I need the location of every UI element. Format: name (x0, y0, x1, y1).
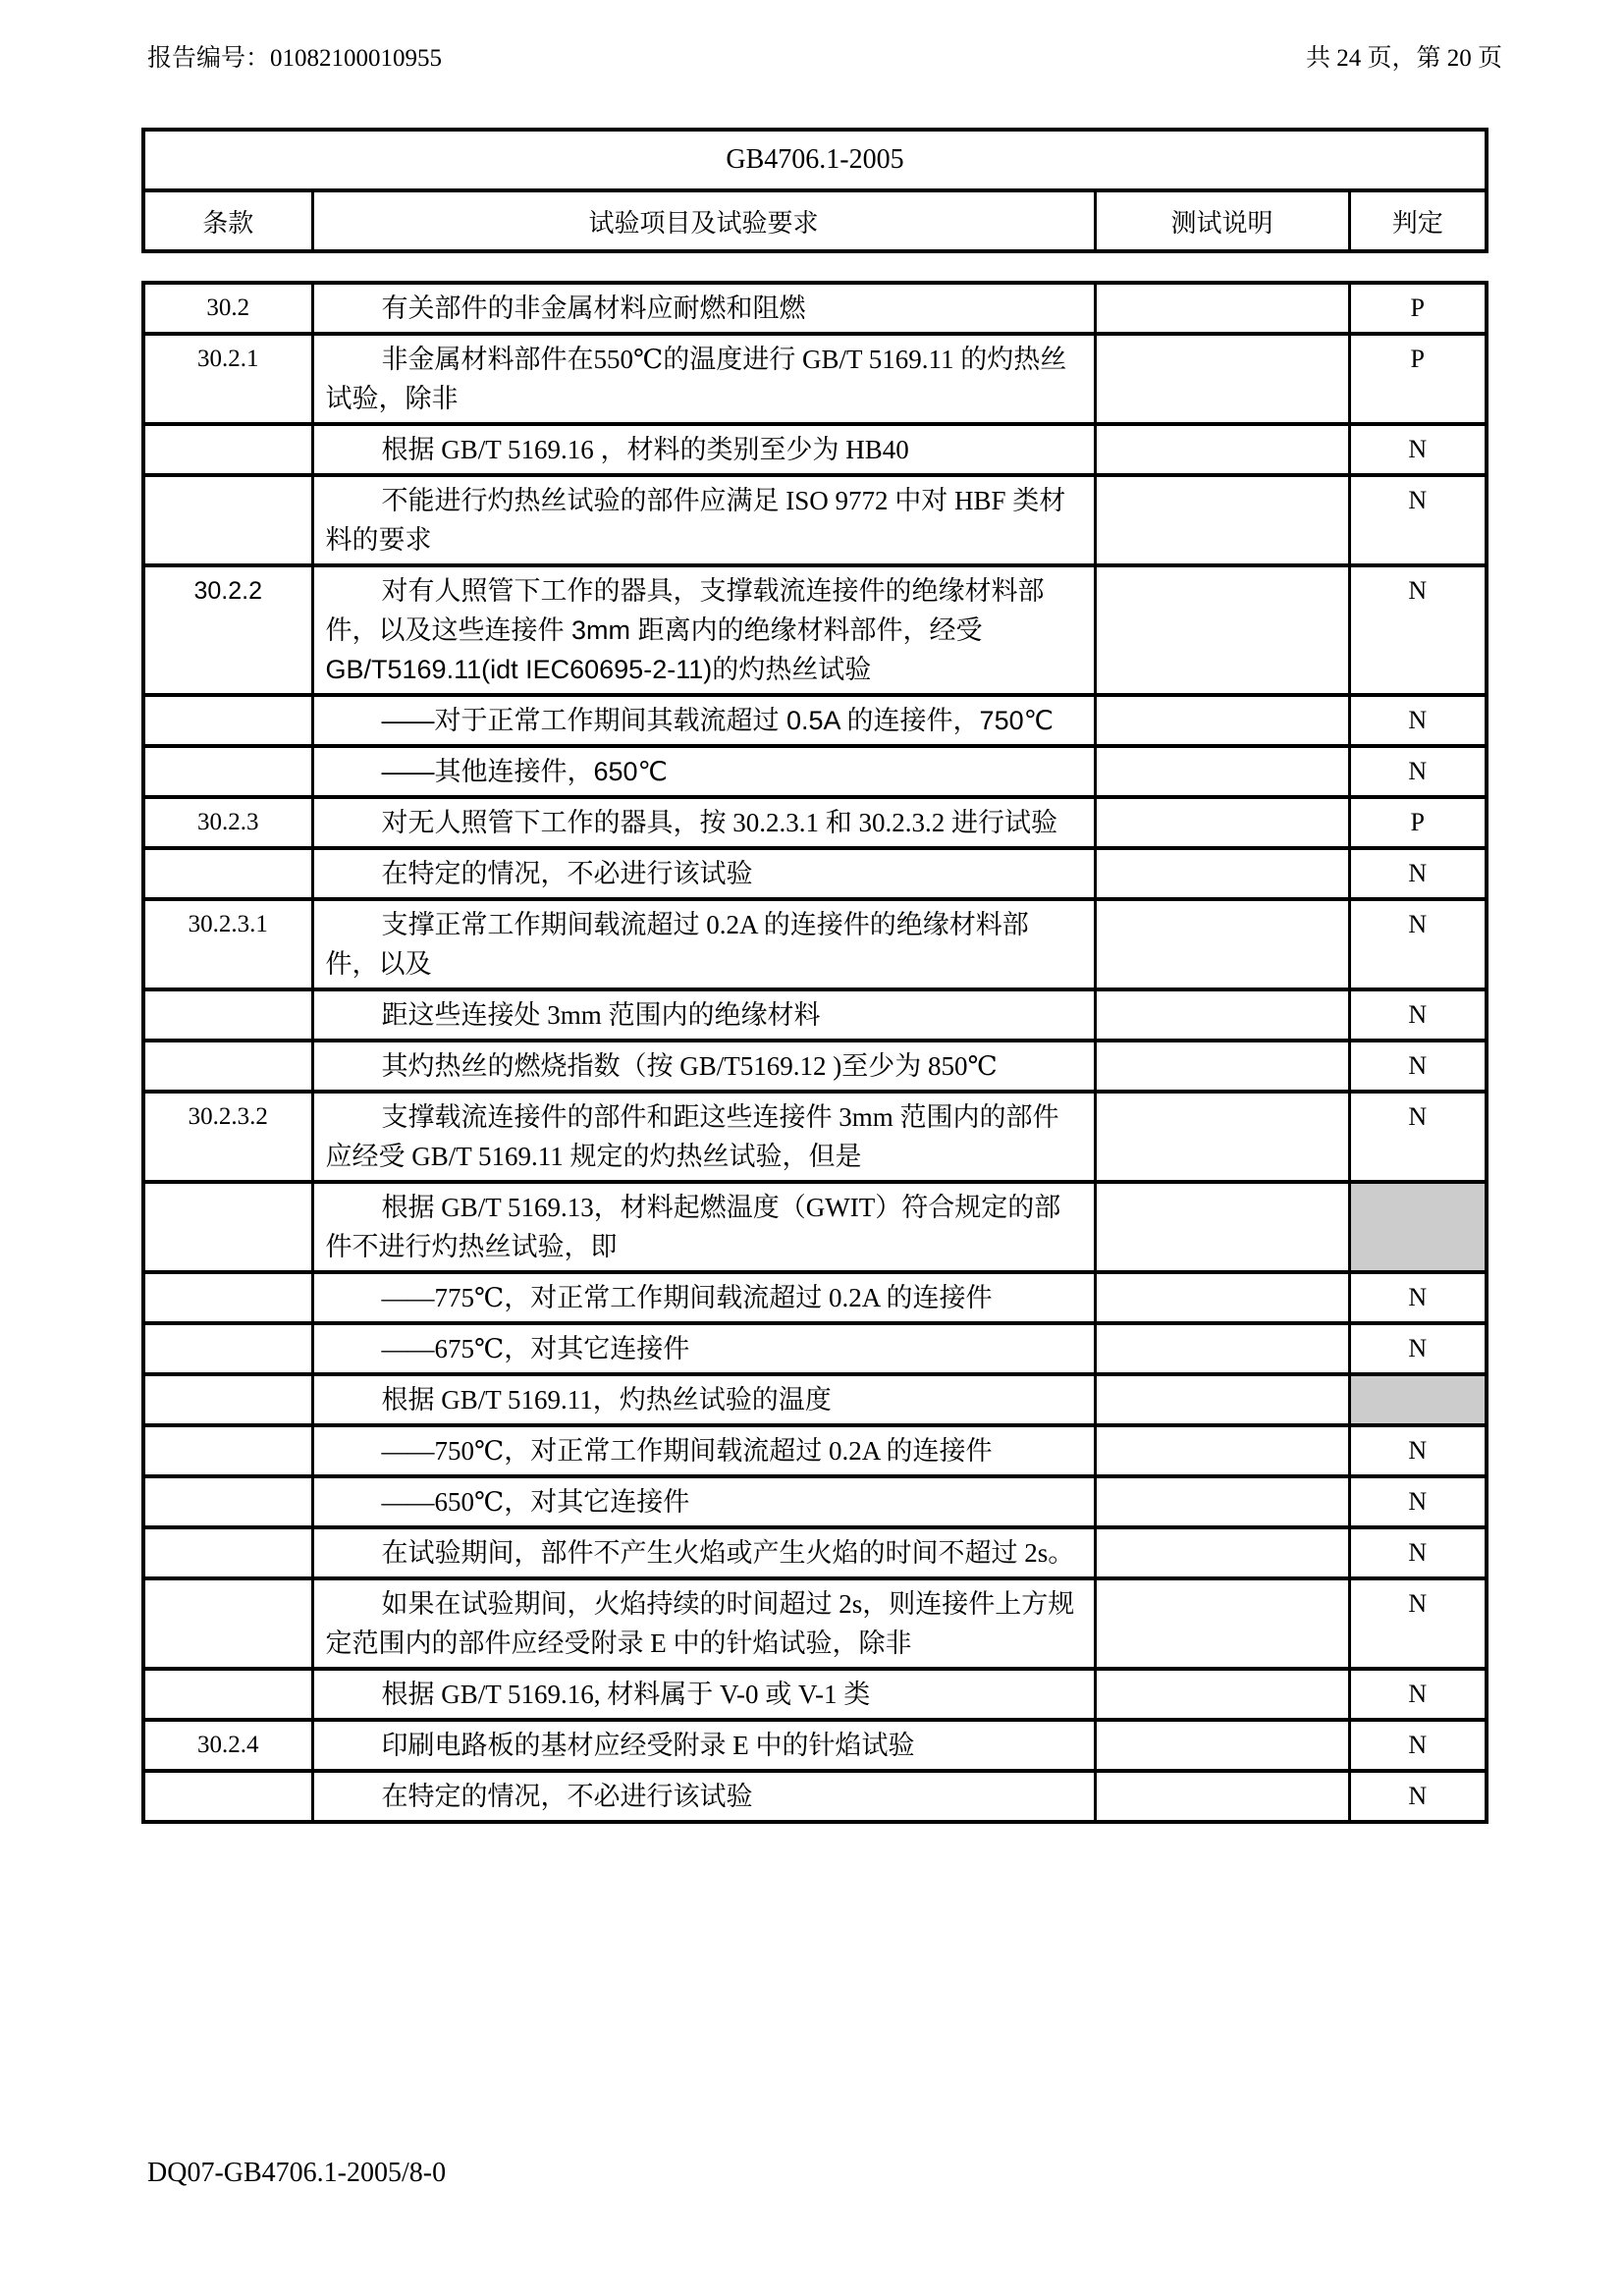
table-row (143, 334, 1487, 424)
requirement-cell: ——750℃，对正常工作期间载流超过 0.2A 的连接件 (312, 1425, 1095, 1476)
verdict-cell: N (1349, 1323, 1487, 1374)
verdict-cell: N (1349, 989, 1487, 1041)
table-row (143, 1092, 1487, 1182)
requirement-cell: 如果在试验期间，火焰持续的时间超过 2s，则连接件上方规定范围内的部件应经受附录 E 中的针焰试验，除非 (312, 1578, 1095, 1669)
requirement-cell: ——对于正常工作期间其载流超过 0.5A 的连接件，750℃ (312, 695, 1095, 746)
requirements-table (141, 281, 1489, 1824)
verdict-cell: N (1349, 1041, 1487, 1092)
verdict-cell: N (1349, 1425, 1487, 1476)
clause-cell (143, 848, 312, 899)
remark-cell (1095, 1476, 1349, 1527)
requirement-cell: ——775℃，对正常工作期间载流超过 0.2A 的连接件 (312, 1272, 1095, 1323)
clause-cell (143, 1323, 312, 1374)
requirement-cell: ——675℃，对其它连接件 (312, 1323, 1095, 1374)
verdict-cell: N (1349, 1527, 1487, 1578)
table-row (143, 797, 1487, 848)
clause-cell (143, 746, 312, 797)
clause-cell (143, 1578, 312, 1669)
requirement-cell: 根据 GB/T 5169.11，灼热丝试验的温度 (312, 1374, 1095, 1425)
requirement-cell: 有关部件的非金属材料应耐燃和阻燃 (312, 283, 1095, 334)
requirement-cell: 距这些连接处 3mm 范围内的绝缘材料 (312, 989, 1095, 1041)
verdict-cell: N (1349, 1272, 1487, 1323)
verdict-cell: N (1349, 1669, 1487, 1720)
clause-cell (143, 1374, 312, 1425)
verdict-cell: N (1349, 1476, 1487, 1527)
remark-cell (1095, 1182, 1349, 1272)
table-row (143, 1527, 1487, 1578)
remark-cell (1095, 424, 1349, 475)
remark-cell (1095, 746, 1349, 797)
requirement-cell: ——650℃，对其它连接件 (312, 1476, 1095, 1527)
verdict-cell: N (1349, 1720, 1487, 1771)
remark-cell (1095, 899, 1349, 989)
remark-cell (1095, 283, 1349, 334)
table-row (143, 1476, 1487, 1527)
table-row (143, 899, 1487, 989)
requirement-cell: 在试验期间，部件不产生火焰或产生火焰的时间不超过 2s。 (312, 1527, 1095, 1578)
requirement-cell: 不能进行灼热丝试验的部件应满足 ISO 9772 中对 HBF 类材料的要求 (312, 475, 1095, 565)
clause-cell (143, 1771, 312, 1822)
col-header-remark: 测试说明 (1095, 190, 1349, 251)
remark-cell (1095, 1425, 1349, 1476)
table-row (143, 1041, 1487, 1092)
remark-cell (1095, 989, 1349, 1041)
requirement-cell: 根据 GB/T 5169.13，材料起燃温度（GWIT）符合规定的部件不进行灼热丝试验，即 (312, 1182, 1095, 1272)
verdict-cell: N (1349, 1092, 1487, 1182)
requirement-cell: ——其他连接件，650℃ (312, 746, 1095, 797)
requirement-cell: 印刷电路板的基材应经受附录 E 中的针焰试验 (312, 1720, 1095, 1771)
table-row (143, 1374, 1487, 1425)
table-row (143, 989, 1487, 1041)
verdict-cell: N (1349, 475, 1487, 565)
verdict-cell: N (1349, 899, 1487, 989)
table-row (143, 424, 1487, 475)
remark-cell (1095, 1527, 1349, 1578)
clause-cell (143, 1041, 312, 1092)
requirement-cell: 支撑正常工作期间载流超过 0.2A 的连接件的绝缘材料部件，以及 (312, 899, 1095, 989)
verdict-cell: N (1349, 424, 1487, 475)
clause-cell: 30.2.4 (143, 1720, 312, 1771)
clause-cell (143, 475, 312, 565)
requirement-cell: 根据 GB/T 5169.16 ，材料的类别至少为 HB40 (312, 424, 1095, 475)
remark-cell (1095, 1771, 1349, 1822)
table-row (143, 1182, 1487, 1272)
clause-cell (143, 695, 312, 746)
verdict-cell (1349, 1374, 1487, 1425)
requirement-cell: 根据 GB/T 5169.16, 材料属于 V-0 或 V-1 类 (312, 1669, 1095, 1720)
requirement-cell: 非金属材料部件在550℃的温度进行 GB/T 5169.11 的灼热丝试验，除非 (312, 334, 1095, 424)
requirement-cell: 在特定的情况，不必进行该试验 (312, 1771, 1095, 1822)
standard-title: GB4706.1-2005 (143, 130, 1487, 190)
report-number: 报告编号：01082100010955 (147, 45, 443, 72)
remark-cell (1095, 334, 1349, 424)
page-header (147, 43, 1502, 75)
table-row (143, 475, 1487, 565)
clause-cell: 30.2.1 (143, 334, 312, 424)
remark-cell (1095, 1041, 1349, 1092)
requirement-cell: 其灼热丝的燃烧指数（按 GB/T5169.12 )至少为 850℃ (312, 1041, 1095, 1092)
verdict-cell: N (1349, 695, 1487, 746)
table-row (143, 1771, 1487, 1822)
remark-cell (1095, 797, 1349, 848)
col-header-verdict: 判定 (1349, 190, 1487, 251)
table-row (143, 1669, 1487, 1720)
clause-cell (143, 989, 312, 1041)
remark-cell (1095, 1323, 1349, 1374)
remark-cell (1095, 695, 1349, 746)
verdict-cell: P (1349, 797, 1487, 848)
clause-cell (143, 1425, 312, 1476)
remark-cell (1095, 1374, 1349, 1425)
requirement-cell: 在特定的情况，不必进行该试验 (312, 848, 1095, 899)
clause-cell: 30.2 (143, 283, 312, 334)
requirement-cell: 对有人照管下工作的器具，支撑载流连接件的绝缘材料部件，以及这些连接件 3mm 距离内的绝缘材料部件，经受 GB/T5169.11(idt IEC60695-2-11)的灼热丝试验 (312, 565, 1095, 695)
remark-cell (1095, 848, 1349, 899)
remark-cell (1095, 1272, 1349, 1323)
clause-cell (143, 1476, 312, 1527)
remark-cell (1095, 1720, 1349, 1771)
standard-title-row (143, 130, 1487, 190)
verdict-cell: N (1349, 746, 1487, 797)
clause-cell: 30.2.2 (143, 565, 312, 695)
requirement-cell: 对无人照管下工作的器具，按 30.2.3.1 和 30.2.3.2 进行试验 (312, 797, 1095, 848)
footer-doc-code: DQ07-GB4706.1-2005/8-0 (147, 2158, 447, 2188)
remark-cell (1095, 565, 1349, 695)
clause-cell (143, 1527, 312, 1578)
page-count: 共 24 页，第 20 页 (1305, 45, 1502, 72)
col-header-requirement: 试验项目及试验要求 (312, 190, 1095, 251)
remark-cell (1095, 1092, 1349, 1182)
verdict-cell: P (1349, 283, 1487, 334)
clause-cell: 30.2.3.2 (143, 1092, 312, 1182)
column-header-row (143, 190, 1487, 251)
requirement-cell: 支撑载流连接件的部件和距这些连接件 3mm 范围内的部件应经受 GB/T 5169.11 规定的灼热丝试验，但是 (312, 1092, 1095, 1182)
remark-cell (1095, 475, 1349, 565)
remark-cell (1095, 1669, 1349, 1720)
clause-cell (143, 424, 312, 475)
table-row (143, 848, 1487, 899)
verdict-cell: N (1349, 565, 1487, 695)
clause-cell: 30.2.3.1 (143, 899, 312, 989)
requirements-table-body (143, 283, 1487, 1822)
table-row (143, 283, 1487, 334)
table-row (143, 565, 1487, 695)
verdict-cell: N (1349, 848, 1487, 899)
table-row (143, 695, 1487, 746)
table-row (143, 746, 1487, 797)
table-row (143, 1578, 1487, 1669)
col-header-clause: 条款 (143, 190, 312, 251)
table-row (143, 1425, 1487, 1476)
clause-cell (143, 1669, 312, 1720)
table-row (143, 1323, 1487, 1374)
tables-area (141, 128, 1485, 1824)
verdict-cell: N (1349, 1578, 1487, 1669)
table-row (143, 1272, 1487, 1323)
verdict-cell: P (1349, 334, 1487, 424)
verdict-cell: N (1349, 1771, 1487, 1822)
verdict-cell (1349, 1182, 1487, 1272)
table-row (143, 1720, 1487, 1771)
clause-cell: 30.2.3 (143, 797, 312, 848)
clause-cell (143, 1272, 312, 1323)
clause-cell (143, 1182, 312, 1272)
remark-cell (1095, 1578, 1349, 1669)
standard-header-table (141, 128, 1489, 253)
